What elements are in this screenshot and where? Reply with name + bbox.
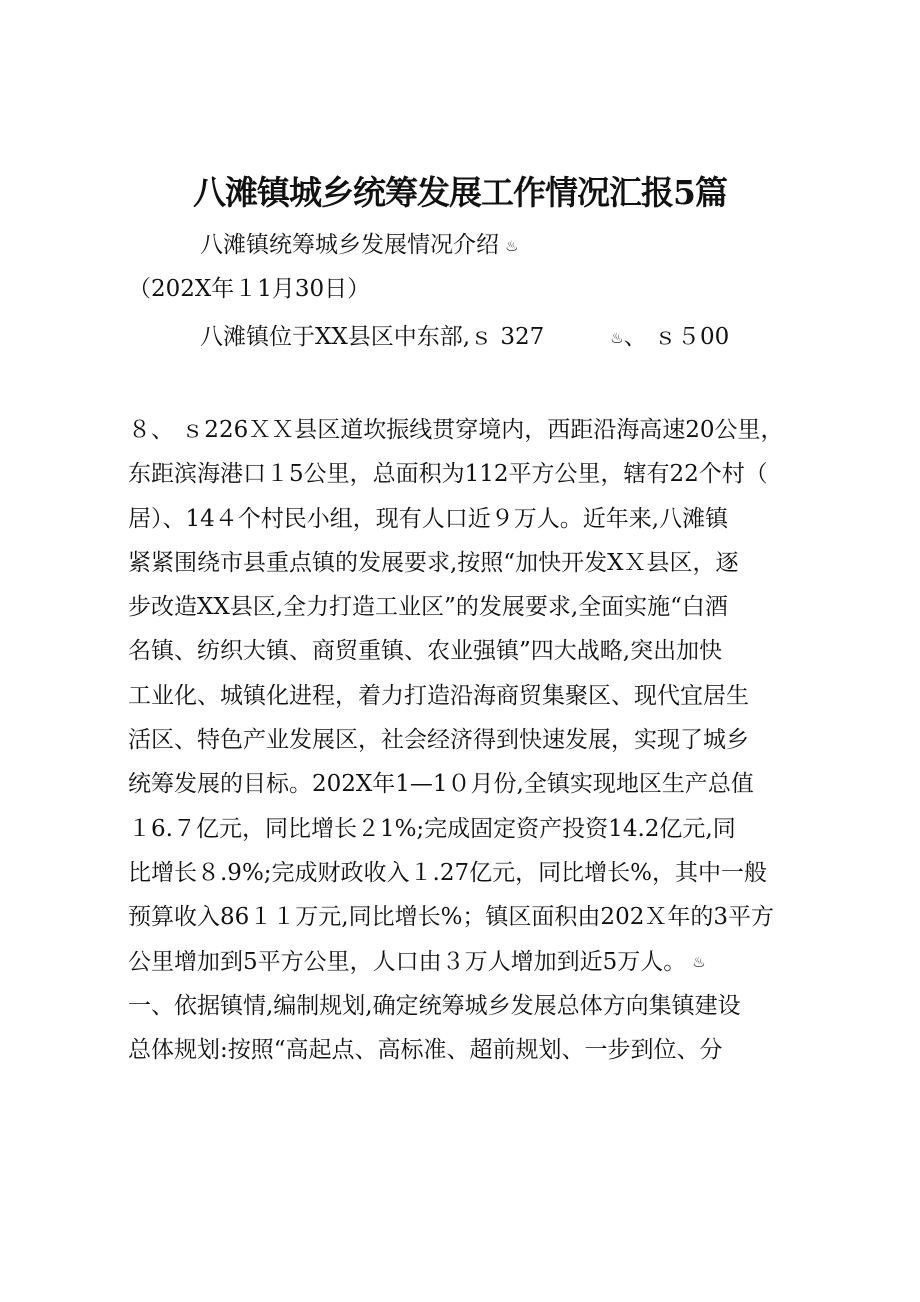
body-line: 活区、特色产业发展区，社会经济得到快速发展，实现了城乡: [128, 727, 749, 754]
paragraph-mark-icon: ♨: [610, 329, 624, 347]
body-line: 比增长８.9%;完成财政收入１.27亿元，同比增长%，其中一般: [128, 859, 767, 886]
body-line: 总体规划:按照“高起点、高标准、超前规划、一步到位、分: [128, 1037, 723, 1064]
body-line-with-mark: [128, 940, 800, 984]
subtitle-text: 八滩镇统筹城乡发展情况介绍: [200, 232, 499, 258]
body-line: 东距滨海港口１5公里，总面积为112平方公里，辖有22个村（: [128, 461, 768, 488]
body-line: ８、 ｓ226ＸＸ县区道坎振线贯穿境内，西距沿海高速20公里，: [128, 417, 784, 443]
body-line: 一、依据镇情,编制规划,确定统筹城乡发展总体方向集镇建设: [128, 992, 741, 1019]
body-line: 步改造XX县区,全力打造工业区”的发展要求,全面实施“白酒: [128, 594, 728, 621]
body-line: 工业化、城镇化进程，着力打造沿海商贸集聚区、现代宜居生: [128, 682, 749, 709]
body-line: １6.７亿元，同比增长２1%;完成固定资产投资14.2亿元,同: [128, 815, 736, 842]
body-line: 统筹发展的目标。202X年1—1０月份,全镇实现地区生产总值: [128, 771, 754, 798]
body-paragraph: [128, 408, 800, 1072]
intro-part-2: 、 ｓ５00: [623, 324, 730, 350]
body-line: 名镇、纺织大镇、商贸重镇、农业强镇”四大战略,突出加快: [128, 638, 723, 665]
document-subtitle: [200, 230, 518, 261]
paragraph-mark-icon: ♨: [692, 953, 706, 972]
document-title: 八滩镇城乡统筹发展工作情况汇报5篇: [193, 173, 727, 212]
document-date: （202X年１1月30日）: [128, 276, 371, 302]
body-line: 预算收入86１１万元,同比增长%；镇区面积由202Ｘ年的3平方: [128, 904, 774, 931]
paragraph-mark-icon: ♨: [505, 237, 519, 255]
body-line: 公里增加到5平方公里，人口由３万人增加到近5万人。: [128, 948, 687, 975]
intro-line: [200, 322, 729, 353]
body-line: 居）、14４个村民小组，现有人口近９万人。近年来,八滩镇: [128, 505, 729, 532]
body-line: 紧紧围绕市县重点镇的发展要求,按照“加快开发XＸ县区，逐: [128, 549, 739, 576]
intro-part-1: 八滩镇位于XX县区中东部,ｓ 327: [200, 324, 545, 350]
